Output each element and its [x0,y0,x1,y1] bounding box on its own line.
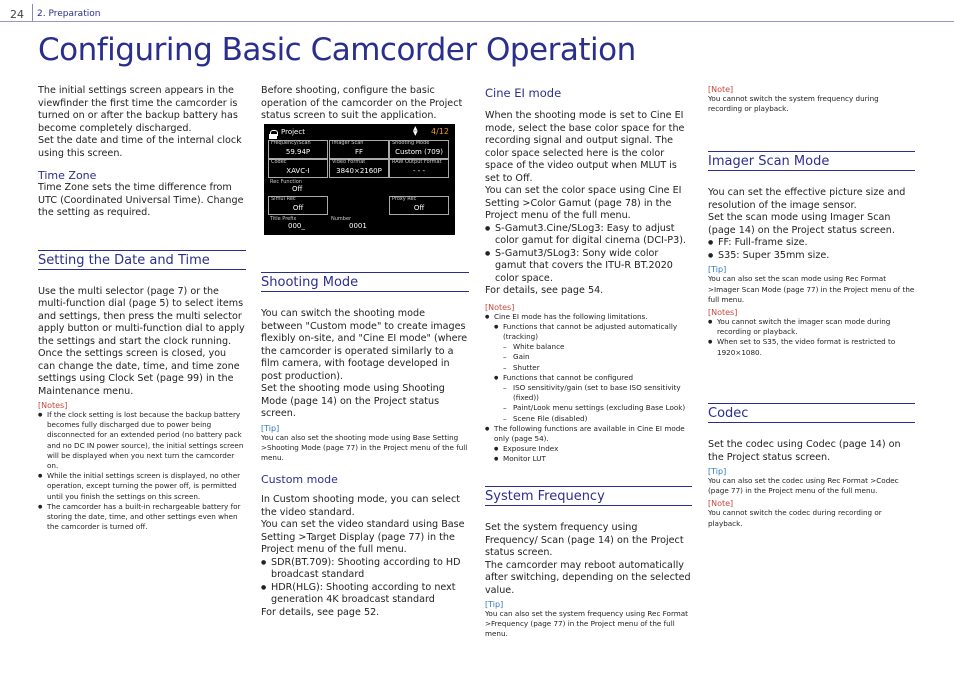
tip-label: [Tip] [261,423,280,433]
cine-ei-heading: Cine EI mode [485,86,562,100]
sub-note-item [494,373,692,424]
time-zone-heading: Time Zone [38,169,97,182]
notes-label: [Notes] [485,302,515,312]
dash-item: – Shutter [503,363,692,373]
frequency-note: You cannot switch the system frequency during recording or playback. [708,94,879,114]
note-label: [Note] [708,499,734,509]
system-frequency-paragraph: Set the system frequency using Frequency/ Scan (page 14) on the Project status screen. [485,522,684,558]
shooting-mode-heading: Shooting Mode [261,272,469,292]
sub-note-item: ● Exposure Index [494,444,692,454]
cell-label: Simul Rec [271,196,296,202]
list-item: ● HDR(HLG): Shooting according to next generation 4K broadcast standard [261,582,469,607]
system-frequency-tip: You can also set the system frequency using Rec Format >Frequency (page 77) in the Project menu of the full menu. [485,609,689,639]
video-format-cell [329,159,389,178]
dash-item: – Gain [503,352,692,362]
cell-label: Shooting Mode [392,140,430,146]
header-rule [0,21,954,22]
intro-paragraph: The initial settings screen appears in the viewfinder the first time the camcorder is turned on or after the backup battery has become completely discharged. [38,85,238,134]
raw-output-cell [389,159,449,178]
custom-mode-heading: Custom mode [261,473,338,487]
cell-value: FF [354,148,364,156]
sub-note-item [494,322,692,373]
number-label: Number [331,216,352,222]
section-name: 2. Preparation [37,9,101,19]
note-text: Cine EI mode has the following limitations. [494,311,648,321]
column-3 [485,86,692,465]
imager-scan-cell [329,140,389,159]
shooting-mode-paragraph-2: Set the shooting mode using Shooting Mode (page 14) on the Project status screen. [261,383,445,419]
tip-label: [Tip] [708,265,727,275]
cine-ei-paragraph-2: You can set the color space using Cine EI Setting >Color Gamut (page 78) in the Project menu of the full menu. [485,185,682,221]
title-prefix-value: 000_ [288,222,305,230]
list-item: ● S35: Super 35mm size. [708,250,915,263]
imager-scan-paragraph: You can set the effective picture size and resolution of the image sensor. [708,187,906,211]
codec-cell [268,159,328,178]
custom-mode-paragraph: In Custom shooting mode, you can select the video standard. [261,494,461,518]
codec-paragraph: Set the codec using Codec (page 14) on the Project status screen. [708,439,901,463]
shooting-mode-tip: You can also set the shooting mode using Base Setting >Shooting Mode (page 77) in the Project menu of the full menu. [261,432,468,462]
cell-label: Codec [271,159,287,165]
cine-ei-details: For details, see page 54. [485,285,604,296]
time-zone-text: Time Zone sets the time difference from UTC (Coordinated Universal Time). Change the setting as required. [38,182,244,218]
list-item: ● S-Gamut3.Cine/SLog3: Easy to adjust color gamut for digital cinema (DCI-P3). [485,223,692,248]
date-time-heading: Setting the Date and Time [38,250,246,270]
rec-function-label: Rec Function [270,179,302,185]
codec-heading: Codec [708,403,915,423]
column-3-lower [485,486,692,640]
notes-label: [Notes] [708,308,738,318]
cell-label: Frequency/Scan [271,140,311,146]
column-4 [708,85,915,358]
custom-mode-details: For details, see page 52. [261,606,380,618]
list-item: ● FF: Full-frame size. [708,237,915,250]
date-time-paragraph: Use the multi selector (page 7) or the multi-function dial (page 5) to select items and settings, then press the multi selector apply button or multi-function dial to apply the settings and start the clock running. [38,285,245,347]
screen-title: Project [281,128,305,136]
sub-note-text: Functions that cannot be configured [503,372,634,382]
page-number: 24 [10,8,24,21]
cell-value: XAVC-I [286,167,310,175]
page-title: Configuring Basic Camcorder Operation [38,32,636,68]
column-1 [38,85,246,532]
number-value: 0001 [349,222,367,230]
date-time-paragraph-2: Once the settings screen is closed, you can change the date, time, and time zone settings using Clock Set (page 99) in the Maintenance menu. [38,348,240,397]
column-4-lower [708,403,915,529]
note-item: ● You cannot switch the imager scan mode during recording or playback. [708,317,915,337]
cine-ei-paragraph: When the shooting mode is set to Cine EI mode, select the base color space for the recording signal and output signal. The color space selected here is the color space of the video output when MLUT is set to Off. [485,110,685,184]
rec-function-value: Off [292,185,303,193]
column-2-lower [261,272,469,619]
header-divider [32,4,33,21]
dash-item: – White balance [503,342,692,352]
sub-note-item: ● Monitor LUT [494,454,692,464]
cell-label: Video Format [332,159,366,165]
lock-body-icon [269,134,277,139]
project-status-screen [264,124,455,235]
cell-value: Off [292,204,304,212]
note-item [485,312,692,424]
up-down-icon: ▲ ▼ [413,125,418,137]
imager-scan-heading: Imager Scan Mode [708,151,915,171]
note-text: The following functions are available in Cine EI mode only (page 54). [494,423,685,443]
note-item: ● When set to S35, the video format is restricted to 1920×1080. [708,337,915,357]
imager-scan-paragraph-2: Set the scan mode using Imager Scan (page 14) on the Project status screen. [708,212,895,236]
shooting-mode-paragraph: You can switch the shooting mode between "Custom mode" to create images flexibly on-site, and "Cine EI mode" (where the camcorder is operated similarly to a film camera, with footage developed in post production). [261,308,468,382]
cell-value: 59.94P [285,148,311,156]
dash-item: – Scene File (disabled) [503,414,692,424]
dash-item: – ISO sensitivity/gain (set to base ISO sensitivity (fixed)) [503,383,692,403]
cell-label: Proxy Rec [392,196,417,202]
column-2 [261,85,469,123]
cell-value: 3840×2160P [336,167,382,175]
codec-tip: You can also set the codec using Rec Format >Codec (page 77) in the Project menu of the full menu. [708,476,899,496]
list-item: ● S-Gamut3/SLog3: Sony wide color gamut that covers the ITU-R BT.2020 color space. [485,248,692,286]
project-intro: Before shooting, configure the basic operation of the camcorder on the Project status screen to suit the application. [261,85,463,121]
notes-label: [Notes] [38,401,68,410]
system-frequency-paragraph-2: The camcorder may reboot automatically after switching, depending on the selected value. [485,559,691,596]
note-item: ● While the initial settings screen is displayed, no other operation, except turning the power off, is permitted until you finish the settings on this screen. [38,471,246,502]
tip-label: [Tip] [708,467,727,476]
screen-page-indicator: 4/12 [431,127,449,136]
cell-label: RAW Output Format [392,159,442,165]
tip-label: [Tip] [485,600,504,609]
note-item: ● If the clock setting is lost because the backup battery becomes fully discharged due to power being disconnected for an extended period (no battery pack and no DC IN power source), the initial settings screen will be displayed when you next turn the camcorder on. [38,410,246,471]
system-frequency-heading: System Frequency [485,486,692,506]
cell-label: Imager Scan [332,140,364,146]
cell-value: Custom (709) [395,148,443,156]
imager-scan-tip: You can also set the scan mode using Rec Format >Imager Scan Mode (page 77) in the Project menu of the full menu. [708,274,915,304]
sub-note-text: Functions that cannot be adjusted automatically (tracking) [503,321,678,341]
cell-value: Off [413,204,425,212]
note-item [485,424,692,465]
title-prefix-label: Title Prefix [270,216,297,222]
note-label: [Note] [708,85,734,94]
codec-note: You cannot switch the codec during recording or playback. [708,508,882,528]
shooting-mode-cell [389,140,449,159]
cell-value: - - - [412,167,426,175]
custom-mode-paragraph-2: You can set the video standard using Base Setting >Target Display (page 77) in the Project menu of the full menu. [261,519,465,556]
simul-rec-cell [268,196,328,215]
note-item: ● The camcorder has a built-in rechargeable battery for storing the date, time, and other settings even when the camcorder is turned off. [38,502,246,533]
intro-paragraph-2: Set the date and time of the internal clock using this screen. [38,135,242,159]
list-item: ● SDR(BT.709): Shooting according to HD broadcast standard [261,557,469,582]
frequency-scan-cell [268,140,328,159]
proxy-rec-cell [389,196,449,215]
dash-item: – Paint/Look menu settings (excluding Base Look) [503,403,692,413]
